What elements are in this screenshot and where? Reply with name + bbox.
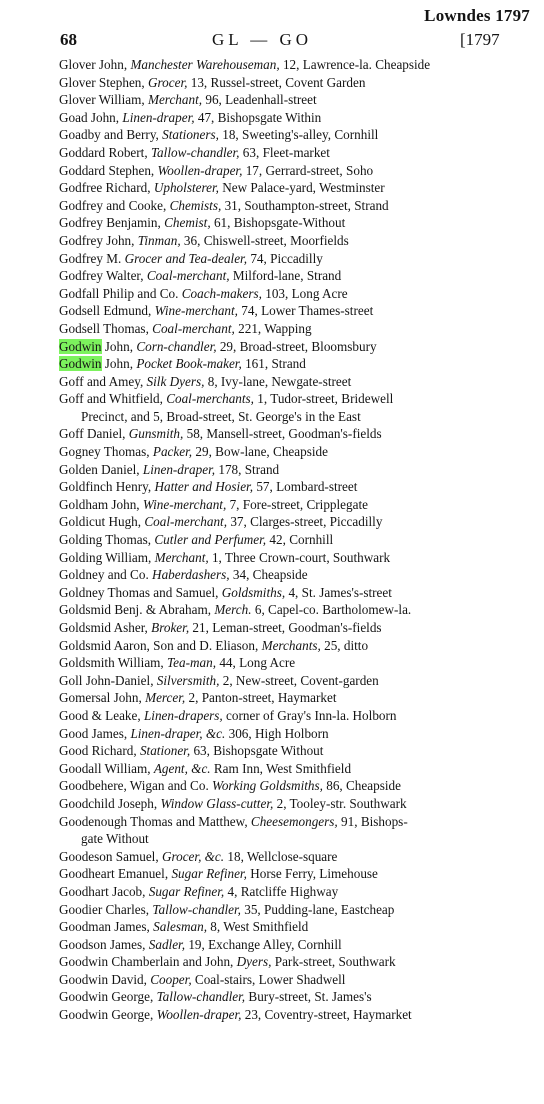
entry-occupation: Packer,: [152, 444, 193, 460]
directory-entry: [59, 672, 509, 690]
entry-address: 35, Pudding-lane, Eastcheap: [244, 901, 395, 917]
entry-name: John,: [104, 356, 134, 372]
entry-occupation: Coach-makers,: [181, 285, 262, 301]
entry-address: 2, New-street, Covent-garden: [222, 672, 379, 688]
entry-name: Goldsmith William,: [59, 655, 164, 671]
directory-entry: [59, 320, 509, 338]
directory-entry: [59, 355, 509, 373]
entry-address: 178, Strand: [218, 461, 280, 477]
entry-address: 161, Strand: [245, 356, 306, 372]
entry-occupation: Window Glass-cutter,: [160, 795, 274, 811]
entry-address: 47, Bishopsgate Within: [197, 109, 322, 125]
directory-entry: [59, 549, 509, 567]
entry-occupation: Salesman,: [153, 919, 207, 935]
entry-occupation: Dyers,: [236, 954, 272, 970]
entry-occupation: Linen-draper,: [122, 109, 195, 125]
directory-entry: [59, 848, 509, 866]
directory-entry: [59, 443, 509, 461]
entry-name: Goodwin Chamberlain and John,: [59, 954, 234, 970]
entry-name: Godfrey John,: [59, 232, 135, 248]
entry-address: 42, Cornhill: [269, 532, 334, 548]
entry-address: Park-street, Southwark: [274, 954, 396, 970]
entry-name: Goldsmid Asher,: [59, 620, 148, 635]
directory-entry: [59, 232, 509, 250]
entry-name: Golding Thomas,: [59, 532, 152, 548]
entry-occupation: Coal-merchant,: [144, 514, 228, 530]
entry-occupation: Stationer,: [139, 743, 191, 759]
directory-entry: [59, 689, 509, 707]
entry-name: Goodhart Jacob,: [59, 883, 146, 899]
entry-name: Goldsmid Aaron, Son and D. Eliason,: [59, 637, 259, 653]
directory-entry: [59, 373, 509, 391]
entry-address: 12, Lawrence-la. Cheapside: [282, 57, 431, 72]
entry-address: 8, Ivy-lane, Newgate-street: [207, 373, 352, 389]
entry-occupation: Tea-man,: [167, 655, 217, 671]
entry-address: Bury-street, St. James's: [248, 989, 372, 1005]
entry-address: 4, St. James's-street: [288, 584, 392, 600]
entry-name: Goodeson Samuel,: [59, 848, 159, 864]
entry-address: 74, Lower Thames-street: [241, 303, 374, 319]
entry-name: Goadby and Berry,: [59, 127, 159, 143]
directory-entry: [59, 531, 509, 549]
entry-name: Goll John-Daniel,: [59, 672, 154, 688]
entry-address: 1, Three Crown-court, Southwark: [211, 549, 391, 565]
entry-occupation: Coal-merchant,: [146, 268, 230, 284]
directory-entry: [59, 584, 509, 602]
entry-name: Goodall William,: [59, 760, 151, 776]
entry-name: Goff and Whitfield,: [59, 391, 163, 407]
directory-entry: [59, 654, 509, 672]
entry-occupation: Grocer,: [148, 74, 188, 90]
entry-name: Godsell Edmund,: [59, 303, 152, 319]
entry-address: 31, Southampton-street, Strand: [224, 197, 389, 213]
entry-occupation: Gunsmith,: [128, 426, 184, 442]
entry-name: Goff and Amey,: [59, 373, 144, 389]
entry-occupation: Cooper,: [150, 971, 192, 987]
entry-address: 8, West Smithfield: [210, 919, 309, 935]
entry-address: 7, Fore-street, Cripplegate: [229, 496, 368, 512]
entry-occupation: Coal-merchant,: [152, 320, 235, 336]
page-number: 68: [60, 30, 77, 49]
entry-address: 2, Tooley-str. Southwark: [276, 795, 407, 811]
entry-occupation: Linen-draper,: [142, 461, 216, 477]
directory-entry: [59, 601, 509, 619]
entry-name: Goodwin George,: [59, 1007, 154, 1023]
entry-name: Goodchild Joseph,: [59, 795, 158, 811]
entry-occupation: Cutler and Perfumer,: [154, 532, 267, 548]
directory-entry: [59, 707, 509, 725]
entry-address: 29, Bow-lane, Cheapside: [195, 444, 328, 460]
entry-address: 306, High Holborn: [228, 725, 329, 741]
entry-occupation: Sugar Refiner,: [171, 866, 247, 882]
directory-entry: [59, 425, 509, 443]
entry-name: Goodwin George,: [59, 989, 154, 1005]
page-header: [0, 30, 544, 54]
entry-name: Goddard Stephen,: [59, 162, 155, 178]
highlighted-surname: Godwin: [59, 356, 102, 372]
entry-occupation: Broker,: [151, 620, 190, 635]
entry-occupation: Haberdashers,: [152, 567, 230, 583]
entry-name: Goodson James,: [59, 936, 146, 952]
entry-address: 57, Lombard-street: [256, 479, 358, 495]
entry-name: Goff Daniel,: [59, 426, 126, 442]
entry-occupation: Wine-merchant,: [142, 496, 227, 512]
entry-address: 86, Cheapside: [326, 778, 401, 794]
entry-address: 34, Cheapside: [232, 567, 308, 583]
entry-address: 96, Leadenhall-street: [205, 92, 317, 108]
entry-address: 4, Ratcliffe Highway: [227, 883, 339, 899]
entry-name: Gomersal John,: [59, 690, 142, 706]
entry-address: 17, Gerrard-street, Soho: [245, 162, 374, 178]
entry-name: Goldney Thomas and Samuel,: [59, 584, 219, 600]
entry-occupation: Merchants,: [261, 637, 321, 653]
entry-address: 25, ditto: [324, 637, 369, 653]
directory-entry: [59, 883, 509, 901]
entry-occupation: Tallow-chandler,: [150, 144, 240, 160]
entry-name: Godfrey Walter,: [59, 268, 144, 284]
directory-entry: [59, 566, 509, 584]
entry-address: New Palace-yard, Westminster: [222, 180, 385, 196]
directory-entry: [59, 302, 509, 320]
entry-occupation: Merchant,: [154, 549, 209, 565]
directory-entry: [59, 179, 509, 197]
entry-address: 13, Russel-street, Covent Garden: [190, 74, 366, 90]
entry-address: 63, Fleet-market: [242, 144, 330, 160]
entry-occupation: Grocer, &c.: [161, 848, 225, 864]
entry-occupation: Manchester Warehouseman,: [130, 57, 280, 72]
entry-occupation: Agent, &c.: [153, 760, 211, 776]
entry-address: 29, Broad-street, Bloomsbury: [219, 338, 377, 354]
entry-address: corner of Gray's Inn-la. Holborn: [226, 707, 397, 723]
entry-occupation: Linen-draper, &c.: [130, 725, 226, 741]
entry-occupation: Tallow-chandler,: [156, 989, 246, 1005]
directory-entry: [59, 496, 509, 514]
entry-address: 44, Long Acre: [219, 655, 296, 671]
entry-occupation: Goldsmiths,: [221, 584, 286, 600]
entry-occupation: Woollen-draper,: [157, 162, 243, 178]
directory-entry: [59, 988, 509, 1006]
entry-name: Golden Daniel,: [59, 461, 140, 477]
directory-entry: [59, 56, 509, 74]
entry-name: Godfall Philip and Co.: [59, 285, 179, 301]
entry-address: 58, Mansell-street, Goodman's-fields: [186, 426, 382, 442]
entry-address: Coal-stairs, Lower Shadwell: [194, 971, 346, 987]
entry-name: Glover Stephen,: [59, 74, 145, 90]
entry-occupation: Sadler,: [148, 936, 186, 952]
entry-name: Goldicut Hugh,: [59, 514, 142, 530]
entry-occupation: Woollen-draper,: [156, 1007, 242, 1023]
entry-occupation: Linen-drapers,: [143, 707, 223, 723]
directory-entry: [59, 742, 509, 760]
directory-entry: [59, 513, 509, 531]
entry-address: 91, Bishops-: [341, 813, 408, 829]
entry-address: 221, Wapping: [238, 320, 312, 336]
directory-entry: [59, 144, 509, 162]
directory-entry: [59, 267, 509, 285]
entry-occupation: Mercer,: [145, 690, 186, 706]
entry-name: Gogney Thomas,: [59, 444, 150, 460]
directory-entry: [59, 777, 509, 795]
entry-occupation: Sugar Refiner,: [148, 883, 225, 899]
directory-entry: [59, 760, 509, 778]
directory-entry: [59, 74, 509, 92]
entry-name: Good & Leake,: [59, 707, 141, 723]
entry-address: Ram Inn, West Smithfield: [213, 760, 352, 776]
directory-entry: [59, 865, 509, 883]
entry-address: 2, Panton-street, Haymarket: [188, 690, 337, 706]
entry-name: Goldsmid Benj. & Abraham,: [59, 602, 212, 618]
entry-name: Goldney and Co.: [59, 567, 149, 583]
entry-address: 23, Coventry-street, Haymarket: [244, 1007, 412, 1023]
entry-name: Godfrey Benjamin,: [59, 215, 161, 231]
entry-address: 63, Bishopsgate Without: [193, 743, 324, 759]
entry-name: Golding William,: [59, 549, 152, 565]
entry-occupation: Pocket Book-maker,: [136, 356, 242, 372]
directory-entry: [59, 162, 509, 180]
entry-name: Goldham John,: [59, 496, 140, 512]
entry-name: Godfrey M.: [59, 250, 122, 266]
entry-address: 21, Leman-street, Goodman's-fields: [192, 620, 382, 635]
entry-name: Glover William,: [59, 92, 145, 108]
entry-address: 6, Capel-co. Bartholomew-la.: [254, 602, 412, 618]
entry-address: Horse Ferry, Limehouse: [250, 866, 378, 882]
alphabetical-range: GL — GO: [212, 30, 313, 49]
directory-entry: [59, 338, 509, 356]
entry-occupation: Grocer and Tea-dealer,: [124, 250, 248, 266]
entry-name: Goodenough Thomas and Matthew,: [59, 813, 248, 829]
source-label: Lowndes 1797: [424, 6, 530, 25]
entry-occupation: Merch.: [214, 602, 252, 618]
entry-occupation: Merchant,: [147, 92, 203, 108]
entry-name: Goad John,: [59, 109, 120, 125]
entry-occupation: Upholsterer,: [153, 180, 219, 196]
directory-entry: [59, 461, 509, 479]
entry-occupation: Coal-merchants,: [166, 391, 254, 407]
entry-occupation: Hatter and Hosier,: [154, 479, 254, 495]
entry-name: Good James,: [59, 725, 128, 741]
entry-address: Milford-lane, Strand: [232, 268, 342, 284]
entry-continuation: gate Without: [81, 831, 149, 847]
directory-entry: [59, 936, 509, 954]
directory-entry: [59, 637, 509, 655]
directory-entry: [59, 390, 509, 408]
entry-name: Good Richard,: [59, 743, 137, 759]
entry-occupation: Chemists,: [169, 197, 222, 213]
entry-name: Goldfinch Henry,: [59, 479, 152, 495]
directory-entry: [59, 478, 509, 496]
entry-name: Glover John,: [59, 57, 128, 72]
directory-entry: [59, 250, 509, 268]
entry-address: 37, Clarges-street, Piccadilly: [230, 514, 383, 530]
directory-entry: [59, 285, 509, 303]
entry-address: 19, Exchange Alley, Cornhill: [188, 936, 342, 952]
entry-address: 61, Bishopsgate-Without: [213, 215, 346, 231]
entry-occupation: Silk Dyers,: [146, 373, 205, 389]
entry-occupation: Cheesemongers,: [250, 813, 338, 829]
entry-continuation: Precinct, and 5, Broad-street, St. George's in the East: [81, 408, 361, 424]
entry-occupation: Stationers,: [162, 127, 219, 143]
entry-address: 103, Long Acre: [265, 285, 348, 301]
entry-name: Godfrey and Cooke,: [59, 197, 167, 213]
entry-name: Goodheart Emanuel,: [59, 866, 169, 882]
entry-name: Godfree Richard,: [59, 180, 151, 196]
entry-name: Godsell Thomas,: [59, 320, 149, 336]
entry-occupation: Wine-merchant,: [154, 303, 238, 319]
entry-occupation: Corn-chandler,: [136, 338, 217, 354]
directory-entry: [59, 725, 509, 743]
entry-occupation: Silversmith,: [156, 672, 220, 688]
entry-name: Goddard Robert,: [59, 144, 148, 160]
page-year: [1797: [460, 30, 500, 49]
directory-entry: [59, 918, 509, 936]
directory-entry: [59, 109, 509, 127]
entry-address: 74, Piccadilly: [250, 250, 323, 266]
directory-entry: [59, 901, 509, 919]
highlighted-surname: Godwin: [59, 338, 102, 354]
entry-name: John,: [104, 338, 134, 354]
directory-entry: [59, 953, 509, 971]
directory-entry: [59, 197, 509, 215]
entry-address: 18, Wellclose-square: [227, 848, 338, 864]
entry-occupation: Tallow-chandler,: [152, 901, 241, 917]
directory-entry: [59, 214, 509, 232]
entry-name: Goodbehere, Wigan and Co.: [59, 778, 209, 794]
directory-entry: [59, 1006, 509, 1024]
directory-entry: [59, 971, 509, 989]
entry-name: Goodman James,: [59, 919, 150, 935]
entry-address: 1, Tudor-street, Bridewell: [257, 391, 394, 407]
entry-address: 18, Sweeting's-alley, Cornhill: [222, 127, 379, 143]
entry-occupation: Chemist,: [164, 215, 211, 231]
directory-entry: [59, 795, 509, 813]
entry-name: Goodwin David,: [59, 971, 147, 987]
directory-entry: [59, 813, 509, 831]
directory-entry: [59, 91, 509, 109]
entry-address: 36, Chiswell-street, Moorfields: [183, 232, 349, 248]
directory-entries: [59, 56, 509, 1024]
directory-entry: [59, 619, 509, 637]
entry-occupation: Tinman,: [137, 232, 181, 248]
entry-name: Goodier Charles,: [59, 901, 150, 917]
directory-entry: [59, 126, 509, 144]
entry-occupation: Working Goldsmiths,: [212, 778, 323, 794]
